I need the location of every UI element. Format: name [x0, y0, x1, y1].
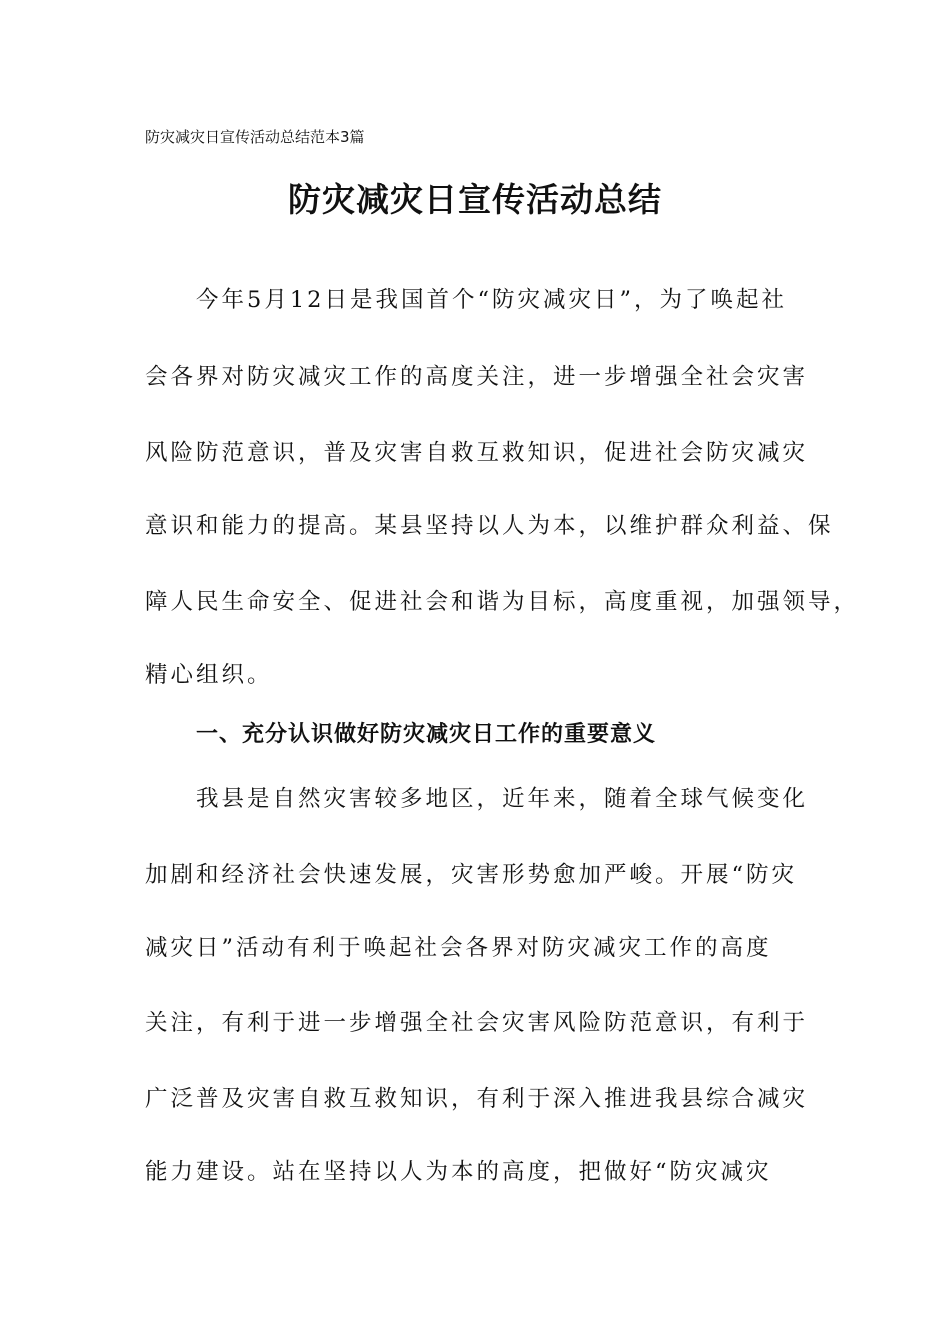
paragraph-line: 减灾日”活动有利于唤起社会各界对防灾减灾工作的高度 — [145, 935, 772, 961]
paragraph-line: 广泛普及灾害自救互救知识，有利于深入推进我县综合减灾 — [145, 1086, 809, 1112]
paragraph-line: 会各界对防灾减灾工作的高度关注，进一步增强全社会灾害 — [145, 364, 809, 390]
paragraph-line: 意识和能力的提高。某县坚持以人为本，以维护群众利益、保 — [145, 513, 834, 539]
section-heading: 一、充分认识做好防灾减灾日工作的重要意义 — [196, 722, 657, 747]
paragraph-line: 障人民生命安全、促进社会和谐为目标，高度重视，加强领导， — [145, 589, 860, 615]
paragraph-line: 风险防范意识，普及灾害自救互救知识，促进社会防灾减灾 — [145, 440, 809, 466]
paragraph-line: 加剧和经济社会快速发展，灾害形势愈加严峻。开展“防灾 — [145, 862, 798, 888]
document-header-note: 防灾减灾日宣传活动总结范本3篇 — [145, 128, 365, 146]
paragraph-line: 关注，有利于进一步增强全社会灾害风险防范意识，有利于 — [145, 1010, 809, 1036]
paragraph-line: 能力建设。站在坚持以人为本的高度，把做好“防灾减灾 — [145, 1159, 772, 1185]
document-title: 防灾减灾日宣传活动总结 — [288, 180, 662, 219]
paragraph-line: 今年5月12日是我国首个“防灾减灾日”，为了唤起社 — [196, 287, 787, 313]
paragraph-line: 我县是自然灾害较多地区，近年来，随着全球气候变化 — [196, 786, 809, 812]
paragraph-line: 精心组织。 — [145, 662, 273, 688]
